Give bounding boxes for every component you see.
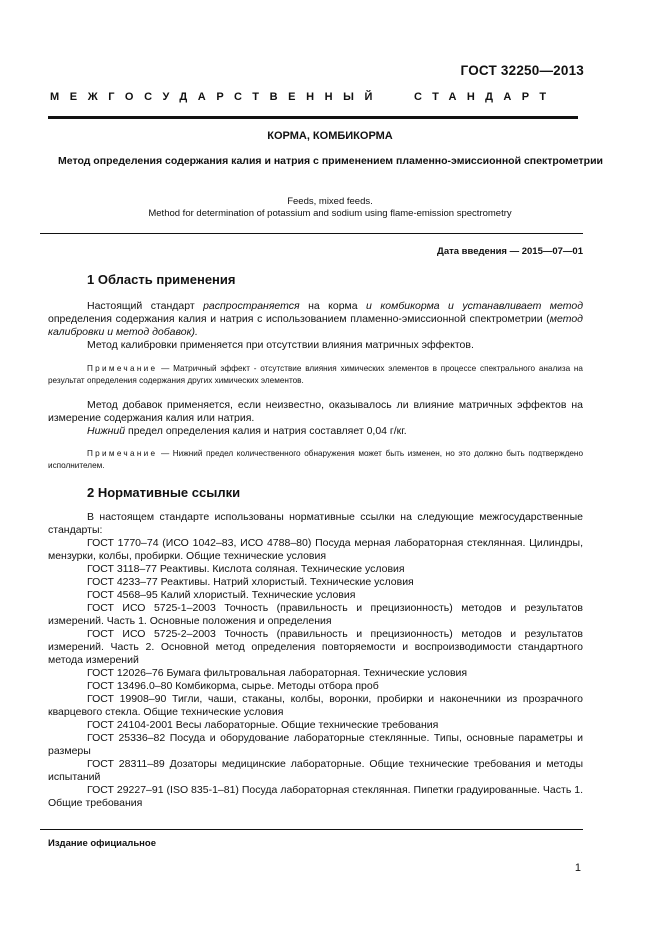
introduction-date: Дата введения — 2015—07—01 <box>437 246 583 257</box>
note-2 <box>48 448 583 472</box>
english-title-line-2: Method for determination of potassium and sodium using flame-emission spectrometry <box>148 208 512 219</box>
note-1 <box>48 363 583 387</box>
english-title <box>40 196 620 220</box>
text-run-italic: и комбикорма и устанавливает метод <box>366 300 583 312</box>
document-title: КОРМА, КОМБИКОРМА <box>267 130 393 142</box>
note-text: — Матричный эффект - отсутствие влияния химических элементов в процессе спектрального анализа на результат определения содержания других химических элементов. <box>48 364 583 385</box>
reference-item: ГОСТ 19908–90 Тигли, чаши, стаканы, колбы, воронки, пробирки и наконечники из прозрачного кварцевого стекла. Общие технические условия <box>48 693 583 718</box>
reference-item: ГОСТ 25336–82 Посуда и оборудование лабораторные стеклянные. Типы, основные параметры и размеры <box>48 732 583 757</box>
section-1-heading: 1 Область применения <box>87 272 236 287</box>
section-1-paragraph-3: Метод добавок применяется, если неизвестно, оказывалось ли влияние матричных эффектов на измерение содержания калия или натрия. <box>48 399 583 424</box>
reference-item: ГОСТ 4568–95 Калий хлористый. Технические условия <box>87 589 356 601</box>
reference-item: ГОСТ 13496.0–80 Комбикорма, сырье. Методы отбора проб <box>87 680 379 692</box>
text-run: на корма <box>299 300 367 312</box>
english-title-line-1: Feeds, mixed feeds. <box>287 196 373 207</box>
text-run-italic: распространяется <box>203 300 300 312</box>
standard-number: ГОСТ 32250—2013 <box>460 63 584 78</box>
reference-item: ГОСТ 24104-2001 Весы лабораторные. Общие технические требования <box>87 719 439 731</box>
section-1-paragraph-1 <box>48 300 583 339</box>
official-edition-label: Издание официальное <box>48 838 156 849</box>
references-intro: В настоящем стандарте использованы нормативные ссылки на следующие межгосударственные стандарты: <box>48 511 583 536</box>
section-1-paragraph-4 <box>48 425 583 438</box>
footer-rule <box>40 829 583 830</box>
note-label: Примечание <box>87 449 158 458</box>
reference-item: ГОСТ 1770–74 (ИСО 1042–83, ИСО 4788–80) Посуда мерная лабораторная стеклянная. Цилиндры, мензурки, колбы, пробирки. Общие технические условия <box>48 537 583 562</box>
reference-item: ГОСТ 29227–91 (ISO 835-1–81) Посуда лабораторная стеклянная. Пипетки градуированные. Часть 1. Общие требования <box>48 784 583 809</box>
reference-item: ГОСТ 12026–76 Бумага фильтровальная лабораторная. Технические условия <box>87 667 468 679</box>
text-run: предел определения калия и натрия составляет 0,04 г/кг. <box>125 425 407 437</box>
text-run-italic: Нижний <box>87 425 126 437</box>
reference-item: ГОСТ ИСО 5725-2–2003 Точность (правильность и прецизионность) методов и результатов измерений. Часть 2. Основной метод определения повторяемости и воспроизводимости стандартного метода измерений <box>48 628 583 666</box>
note-text: — Нижний предел количественного обнаружения может быть изменен, но это должно быть подтверждено исполнителем. <box>48 449 583 470</box>
section-2-heading: 2 Нормативные ссылки <box>87 485 241 500</box>
text-run: определения содержания калия и натрия с использованием пламенно-эмиссионной спектрометрии ( <box>48 313 550 325</box>
section-1-paragraph-2: Метод калибровки применяется при отсутствии влияния матричных эффектов. <box>87 339 474 351</box>
reference-item: ГОСТ 3118–77 Реактивы. Кислота соляная. Технические условия <box>87 563 405 575</box>
standard-type-word-2: СТАНДАРТ <box>414 91 557 103</box>
standard-type-word-1: МЕЖГОСУДАРСТВЕННЫЙ <box>50 91 384 103</box>
page-number: 1 <box>574 862 581 874</box>
normative-references <box>48 511 583 810</box>
reference-item: ГОСТ 4233–77 Реактивы. Натрий хлористый. Технические условия <box>87 576 414 588</box>
header-rule <box>48 116 578 119</box>
reference-item: ГОСТ ИСО 5725-1–2003 Точность (правильность и прецизионность) методов и результатов измерений. Часть 1. Основные положения и определения <box>48 602 583 627</box>
title-rule <box>40 233 583 234</box>
reference-item: ГОСТ 28311–89 Дозаторы медицинские лабораторные. Общие технические требования и методы испытаний <box>48 758 583 783</box>
text-run: Настоящий стандарт <box>87 300 204 312</box>
document-subtitle: Метод определения содержания калия и натрия с применением пламенно-эмиссионной спектрометрии <box>58 155 603 167</box>
text-run-italic: метод калибровки и метод добавок). <box>48 313 583 338</box>
note-label: Примечание <box>87 364 158 373</box>
